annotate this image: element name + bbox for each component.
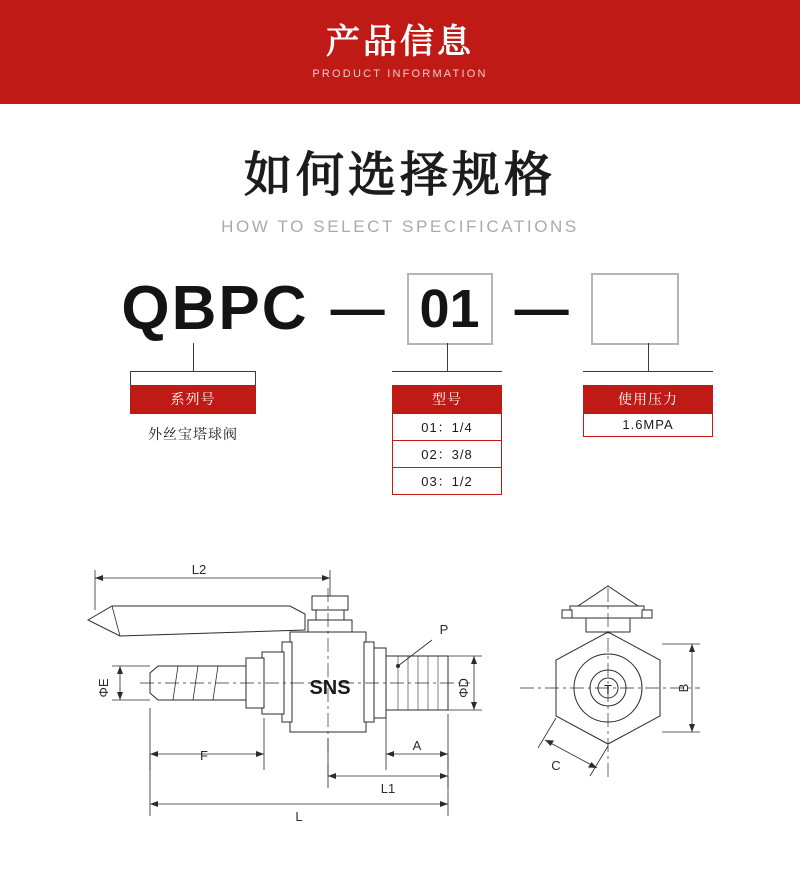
dim-label-a: A	[412, 738, 422, 753]
dim-label-p: P	[439, 622, 449, 637]
connector-hline-pressure	[583, 371, 713, 372]
banner-title-en: PRODUCT INFORMATION	[312, 68, 488, 81]
model-code-builder	[0, 269, 800, 489]
pressure-code-box	[591, 273, 679, 345]
technical-drawing	[0, 548, 800, 880]
drawing-svg	[0, 548, 800, 880]
legend-model-row-3: 03：1/2	[392, 468, 502, 495]
brand-text: SNS	[309, 677, 351, 699]
page-subtitle: HOW TO SELECT SPECIFICATIONS	[221, 217, 579, 237]
dim-label-l2: L2	[191, 562, 207, 577]
legend-series	[130, 385, 256, 444]
model-code-box: 01	[407, 273, 493, 345]
dim-label-b: B	[676, 683, 691, 693]
dim-label-e: ΦE	[96, 678, 111, 698]
legend-model-row-2: 02：3/8	[392, 441, 502, 468]
code-separator-2: —	[514, 279, 569, 340]
legend-pressure-header: 使用压力	[583, 385, 713, 414]
dim-label-l1: L1	[380, 781, 396, 796]
legend-model-header: 型号	[392, 385, 502, 414]
connector-vline-series-right	[255, 371, 256, 386]
code-separator-1: —	[330, 279, 385, 340]
page-title: 如何选择规格	[243, 149, 556, 202]
legend-model-row-1: 01：1/4	[392, 414, 502, 441]
page-banner	[0, 0, 800, 104]
series-code: QBPC	[121, 274, 309, 344]
side-view-mark: T	[604, 682, 612, 697]
dim-label-f: F	[200, 748, 208, 763]
legend-series-value: 外丝宝塔球阀	[148, 426, 238, 443]
legend-series-header: 系列号	[130, 385, 256, 414]
legend-connectors	[0, 343, 800, 493]
dim-label-d: ΦD	[456, 678, 471, 698]
legend-pressure-row-1: 1.6MPA	[583, 414, 713, 437]
dim-label-c: C	[551, 758, 561, 773]
connector-vline-pressure	[648, 343, 649, 371]
section-title	[0, 148, 800, 237]
legend-model	[392, 385, 502, 495]
banner-title-cn: 产品信息	[326, 22, 474, 61]
connector-hline-series	[130, 371, 256, 372]
connector-vline-model	[447, 343, 448, 371]
connector-vline-series-left	[130, 371, 131, 386]
connector-hline-model	[392, 371, 502, 372]
legend-pressure	[583, 385, 713, 437]
dim-label-l: L	[295, 809, 303, 824]
code-row	[0, 269, 800, 349]
connector-vline-series	[193, 343, 194, 371]
